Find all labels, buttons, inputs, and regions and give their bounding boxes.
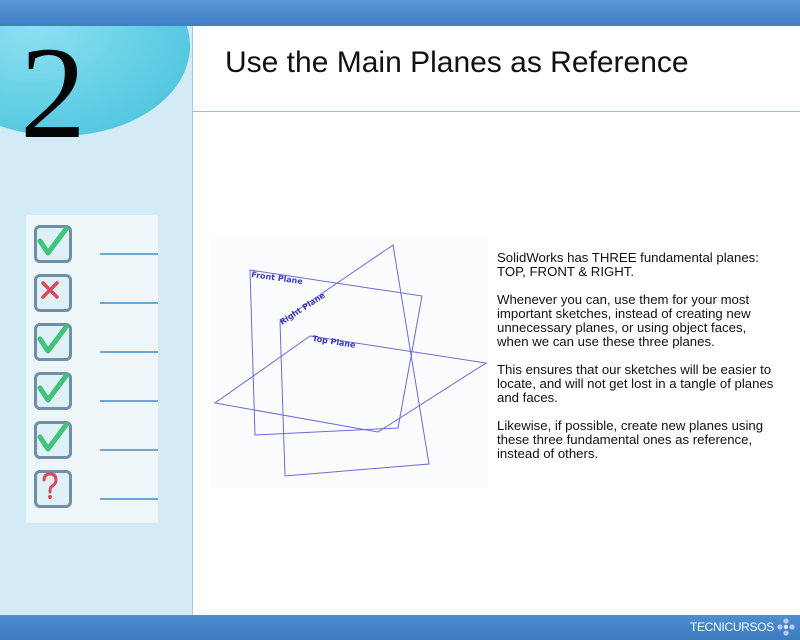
checklist-line bbox=[100, 351, 158, 353]
checklist-line bbox=[100, 498, 158, 500]
paragraph: Likewise, if possible, create new planes using these three fundamental ones as reference, instead of others. bbox=[497, 418, 764, 461]
title-area bbox=[193, 26, 800, 112]
checklist-line bbox=[100, 253, 158, 255]
check-icon bbox=[26, 221, 78, 265]
planes-diagram bbox=[210, 238, 488, 488]
front-plane bbox=[250, 270, 422, 435]
paragraph: SolidWorks has THREE fundamental planes: TOP, FRONT & RIGHT. bbox=[497, 250, 759, 279]
check-icon bbox=[26, 417, 78, 461]
checklist-illustration bbox=[26, 215, 158, 523]
page-title: Use the Main Planes as Reference bbox=[225, 46, 689, 79]
check-icon bbox=[26, 368, 78, 412]
checklist-line bbox=[100, 302, 158, 304]
check-icon bbox=[26, 319, 78, 363]
top-plane-label: Top Plane bbox=[311, 334, 357, 350]
checklist-row bbox=[26, 319, 158, 367]
question-icon bbox=[26, 466, 78, 510]
slide-number: 2 bbox=[20, 26, 86, 166]
paragraph: This ensures that our sketches will be easier to locate, and will not get lost in a tangle of planes and faces. bbox=[497, 362, 774, 405]
cross-icon bbox=[26, 270, 78, 314]
left-panel bbox=[0, 26, 193, 615]
checklist-line bbox=[100, 400, 158, 402]
checklist-row bbox=[26, 368, 158, 416]
body-text bbox=[497, 251, 777, 475]
checklist-row bbox=[26, 417, 158, 465]
checklist-row bbox=[26, 270, 158, 318]
brand-logo-icon bbox=[776, 617, 796, 637]
checklist-line bbox=[100, 449, 158, 451]
bottom-bar bbox=[0, 615, 800, 640]
checklist-row bbox=[26, 466, 158, 514]
brand-name: TECNICURSOS bbox=[689, 620, 774, 634]
front-plane-label: Front Plane bbox=[250, 270, 304, 287]
paragraph: Whenever you can, use them for your most important sketches, instead of creating new unnecessary planes, or using object faces, when we can use these three planes. bbox=[497, 292, 751, 349]
top-plane bbox=[215, 336, 486, 432]
top-bar bbox=[0, 0, 800, 26]
title-divider bbox=[193, 111, 800, 112]
right-plane-label: Right Plane bbox=[278, 290, 327, 327]
checklist-row bbox=[26, 221, 158, 269]
